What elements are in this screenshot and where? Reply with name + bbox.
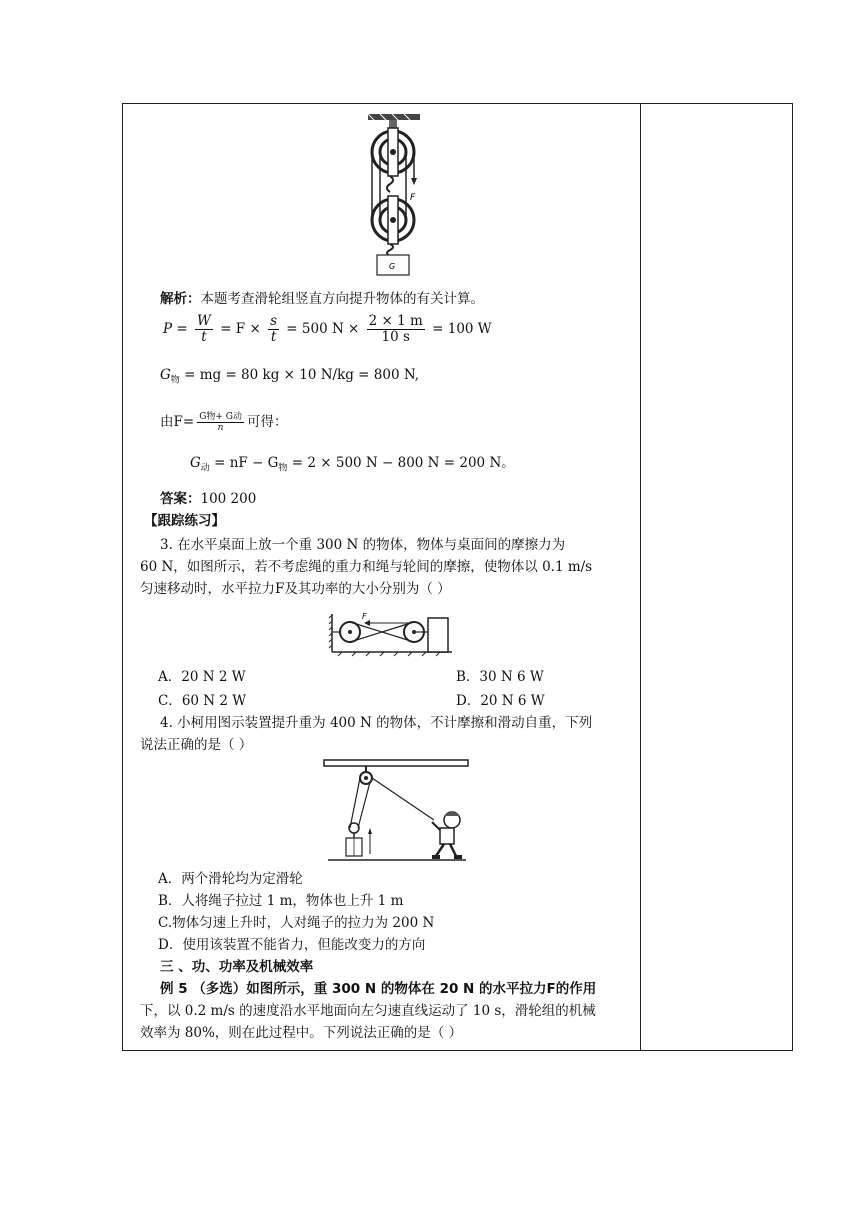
example5-line2: 下，以 0.2 m/s 的速度沿水平地面向左匀速直线运动了 10 s，滑轮组的机械: [140, 1003, 596, 1019]
ratio-equation: 由F= $\frac{\text{G物+ G动}}{n}$ 可得：: [160, 412, 288, 433]
q3-option-d: D．20 N 6 W: [456, 693, 545, 709]
q3-line3: 匀速移动时，水平拉力F及其功率的大小分别为（ ）: [140, 581, 451, 597]
analysis-label: 解析：: [160, 291, 201, 307]
q4-option-c: C.物体匀速上升时，人对绳子的拉力为 200 N: [158, 915, 435, 931]
power-equation: P = $\frac{W}{t}$ = F × $\frac{s}{t}$ = 500 N × $\frac{2 \times 1 m}{10 s}$ = 100 W: [163, 313, 492, 345]
weight-equation: $G_物$ = mg = 80 kg × 10 N/kg = 800 N,: [160, 367, 420, 386]
section3-heading: 三 、功、功率及机械效率: [160, 959, 314, 975]
example5-line1: 例 5 （多选）如图所示，重 300 N 的物体在 20 N 的水平拉力F的作用: [160, 981, 597, 997]
q3-option-b: B．30 N 6 W: [456, 669, 544, 685]
force-label: F: [410, 193, 416, 203]
q4-option-a: A．两个滑轮均为定滑轮: [158, 871, 303, 887]
example5-line3: 效率为 80%，则在此过程中。下列说法正确的是（ ）: [140, 1025, 463, 1041]
pulley-block-figure: [360, 112, 430, 278]
q3-option-c: C．60 N 2 W: [158, 693, 247, 709]
q3-option-a: A．20 N 2 W: [158, 669, 246, 685]
dynamic-pulley-equation: $G_动$ = nF − $G_物 = 2 \times 500$ N − 800 N = 200 N。: [190, 455, 515, 474]
horizontal-pulley-figure: [328, 612, 456, 658]
q3-line1: 3. 在水平桌面上放一个重 300 N 的物体，物体与桌面间的摩擦力为: [160, 537, 566, 553]
q4-option-b: B．人将绳子拉过 1 m，物体也上升 1 m: [158, 893, 404, 909]
answer-line: 答案：100 200: [160, 491, 257, 507]
analysis-line: [160, 290, 484, 308]
person-pulley-figure: [322, 758, 470, 866]
force-label-2: F: [362, 612, 367, 621]
column-divider: [640, 103, 641, 1051]
weight-label: G: [389, 262, 396, 271]
practice-heading: 【跟踪练习】: [144, 513, 225, 529]
q4-line1: 4. 小柯用图示装置提升重为 400 N 的物体，不计摩擦和滑动自重，下列: [160, 715, 593, 731]
q4-option-d: D．使用该装置不能省力，但能改变力的方向: [158, 937, 426, 953]
analysis-text: 本题考查滑轮组竖直方向提升物体的有关计算。: [200, 291, 484, 307]
q4-line2: 说法正确的是（ ）: [140, 737, 253, 753]
q3-line2: 60 N，如图所示，若不考虑绳的重力和绳与轮间的摩擦，使物体以 0.1 m/s: [140, 559, 593, 575]
